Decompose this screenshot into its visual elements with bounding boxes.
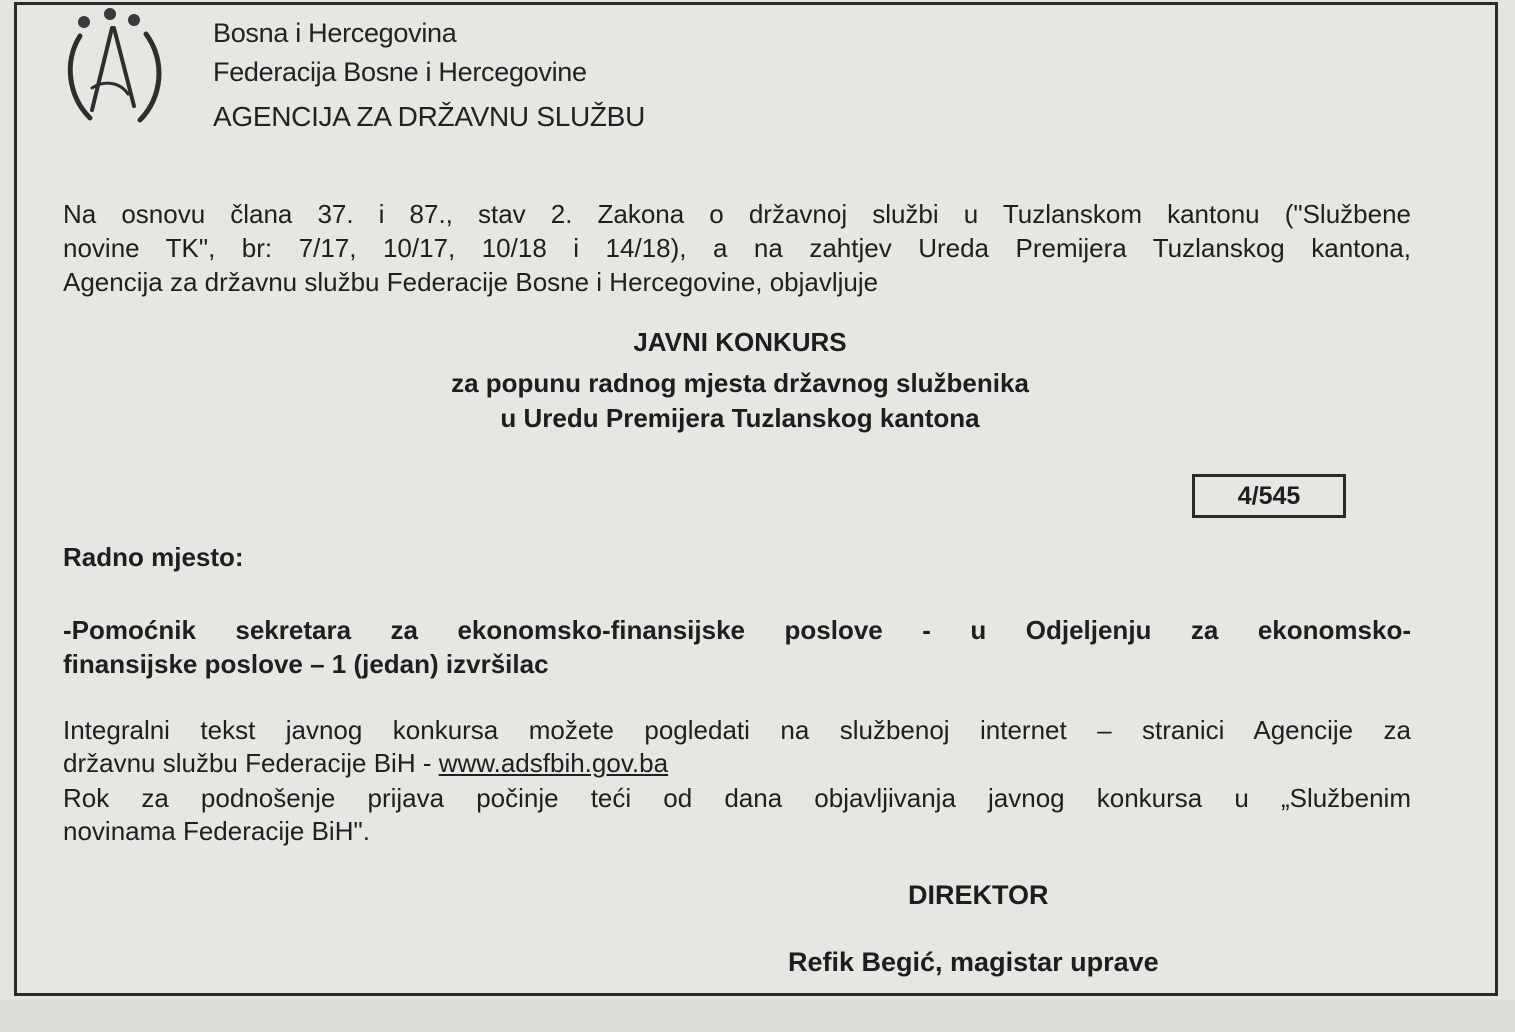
- signature-role: DIREKTOR: [908, 880, 1049, 910]
- info-line-2: [63, 746, 1411, 780]
- info-line-3: Rok za podnošenje prijava počinje teći od dana objavljivanja javnog konkursa u „Službenim: [63, 783, 1411, 813]
- header-agency: AGENCIJA ZA DRŽAVNU SLUŽBU: [213, 101, 645, 132]
- intro-line-2: novine TK", br: 7/17, 10/17, 10/18 i 14/18), a na zahtjev Ureda Premijera Tuzlanskog kantona,: [63, 233, 1411, 263]
- notice-subtitle-1: za popunu radnog mjesta državnog službenika: [451, 368, 1029, 398]
- reference-number-box: 4/545: [1192, 474, 1346, 518]
- info-line-4: novinama Federacije BiH".: [63, 816, 370, 846]
- position-line-2: finansijske poslove – 1 (jedan) izvršilac: [63, 649, 549, 679]
- agency-logo-icon: [62, 6, 186, 128]
- info-line-2-text: državnu službu Federacije BiH -: [63, 748, 439, 778]
- intro-line-3: Agencija za državnu službu Federacije Bosne i Hercegovine, objavljuje: [63, 267, 879, 297]
- page-bottom-strip: [0, 1000, 1515, 1032]
- position-heading: Radno mjesto:: [63, 542, 244, 572]
- info-line-1: Integralni tekst javnog konkursa možete pogledati na službenoj internet – stranici Agencije za: [63, 715, 1411, 745]
- agency-website-link[interactable]: www.adsfbih.gov.ba: [438, 748, 669, 778]
- notice-subtitle-2: u Uredu Premijera Tuzlanskog kantona: [500, 403, 980, 433]
- position-line-1: -Pomoćnik sekretara za ekonomsko-finansijske poslove - u Odjeljenju za ekonomsko-: [63, 615, 1411, 645]
- intro-line-1: Na osnovu člana 37. i 87., stav 2. Zakona o državnoj službi u Tuzlanskom kantonu ("Službene: [63, 199, 1411, 229]
- header-country: Bosna i Hercegovina: [213, 18, 457, 48]
- header-federation: Federacija Bosne i Hercegovine: [213, 57, 587, 87]
- signature-name: Refik Begić, magistar uprave: [788, 947, 1159, 977]
- notice-title: JAVNI KONKURS: [633, 327, 847, 357]
